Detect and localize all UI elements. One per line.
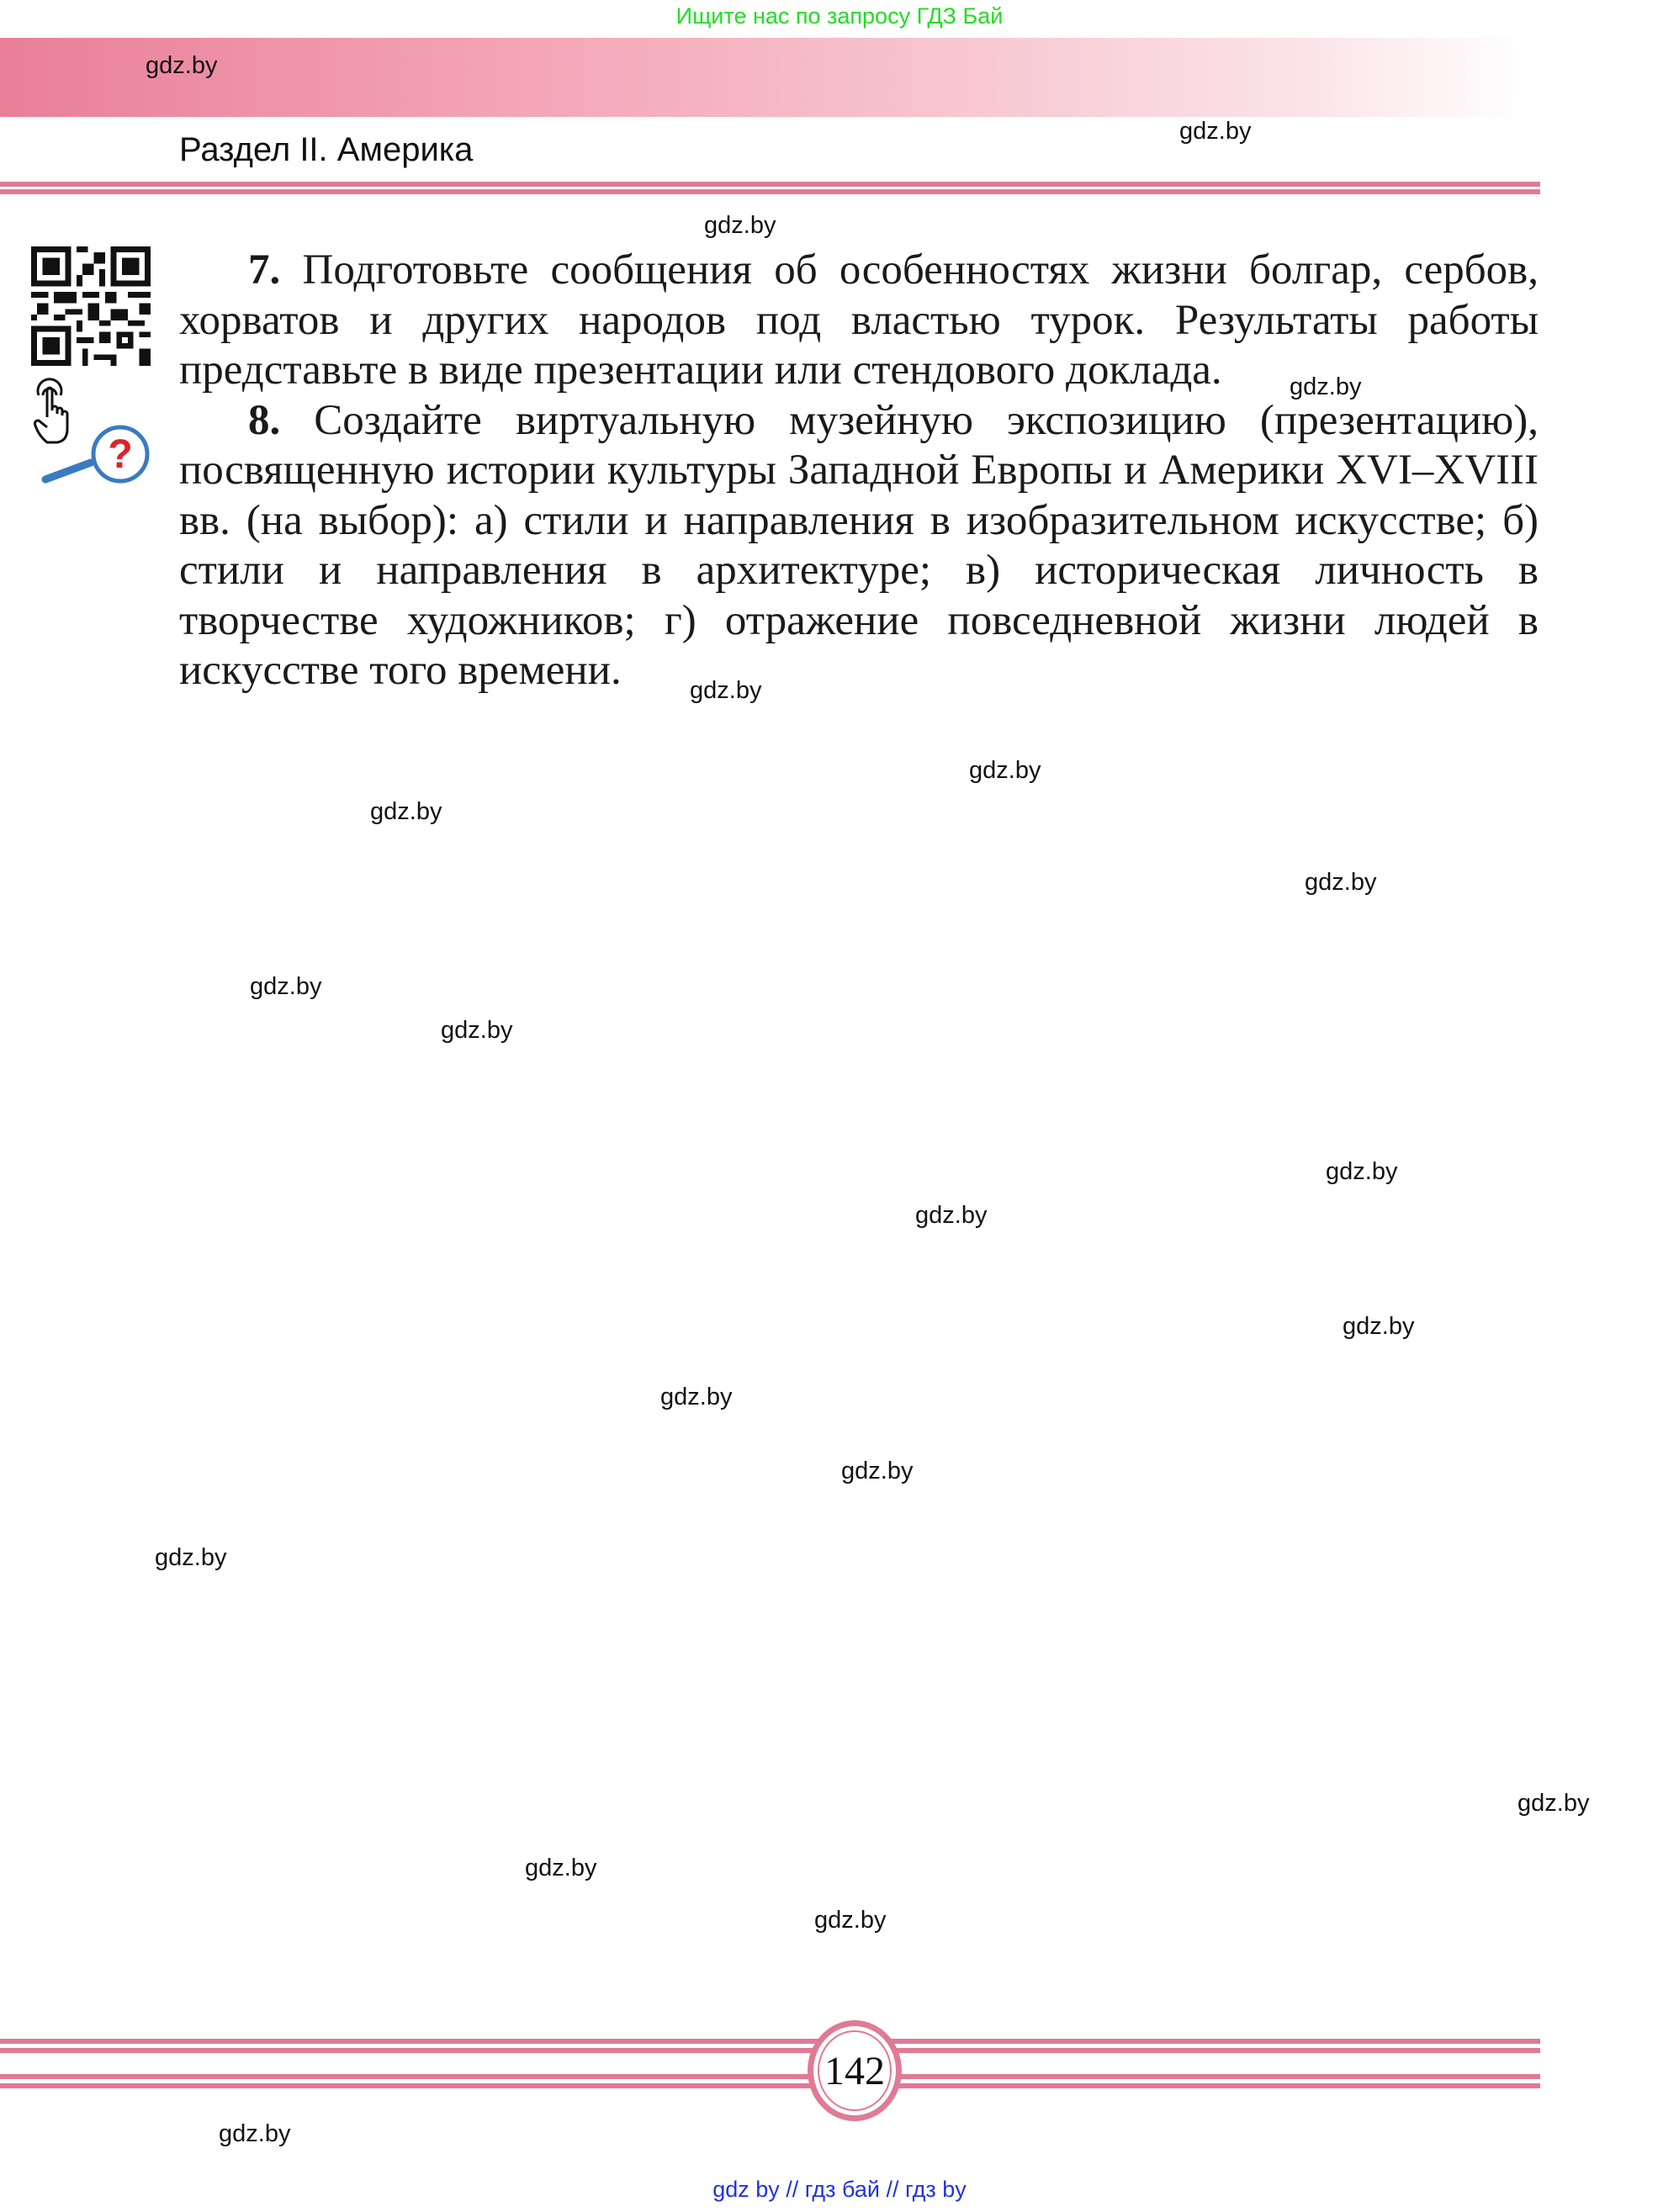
watermark: gdz.by (1343, 1313, 1415, 1340)
svg-text:?: ? (108, 432, 133, 477)
watermark: gdz.by (1305, 869, 1377, 896)
footer-rule (0, 2083, 1540, 2088)
watermark: gdz.by (370, 798, 442, 825)
watermark: gdz.by (704, 212, 776, 239)
search-note: Ищите нас по запросу ГДЗ Бай (675, 3, 1004, 29)
qr-code-icon[interactable] (31, 246, 151, 366)
watermark: gdz.by (690, 677, 762, 704)
watermark: gdz.by (969, 757, 1041, 784)
task-text: Подготовьте сообщения об особенностях жизни болгар, сербов, хорватов и других народов под властью турок. Результаты работы представьте в виде презентации или стендового доклада. (179, 246, 1539, 394)
page-number: 142 (818, 2030, 892, 2111)
watermark: gdz.by (250, 973, 322, 1000)
header-rule (0, 182, 1540, 187)
task-number: 7. (248, 246, 281, 294)
task-list (179, 246, 1539, 696)
watermark: gdz.by (814, 1907, 887, 1934)
watermark: gdz.by (1326, 1158, 1398, 1185)
header-band (0, 38, 1531, 117)
task-text: Создайте виртуальную музейную экспозицию (презентацию), посвященную истории культуры Западной Европы и Америки XVI–XVIII вв. (на выбор): а) стили и направления в изобразительном искусстве; б) стили и направления в архитектуре; в) историческая личность в творчестве художников; г) отражение повседневной жизни людей в искусстве того времени. (179, 396, 1539, 694)
section-title: Раздел II. Америка (179, 131, 474, 168)
footer-rule (0, 2074, 1540, 2079)
header-rule (0, 189, 1540, 194)
watermark: gdz.by (841, 1458, 914, 1484)
task-8 (179, 396, 1539, 696)
footer-links[interactable]: gdz by // гдз бай // гдз by (712, 2177, 967, 2202)
watermark: gdz.by (155, 1544, 227, 1571)
watermark: gdz.by (915, 1202, 988, 1229)
watermark: gdz.by (1179, 118, 1252, 145)
footer-rule (0, 2039, 1540, 2044)
watermark: gdz.by (1290, 373, 1362, 400)
footer-rule (0, 2048, 1540, 2053)
magnifier-question-icon (40, 421, 153, 486)
task-number: 8. (248, 396, 281, 444)
watermark: gdz.by (660, 1384, 733, 1410)
page-number-badge (808, 2020, 902, 2121)
watermark: gdz.by (219, 2120, 291, 2147)
watermark: gdz.by (1517, 1790, 1590, 1817)
watermark: gdz.by (525, 1855, 597, 1881)
watermark: gdz.by (146, 52, 218, 79)
watermark: gdz.by (441, 1017, 513, 1044)
